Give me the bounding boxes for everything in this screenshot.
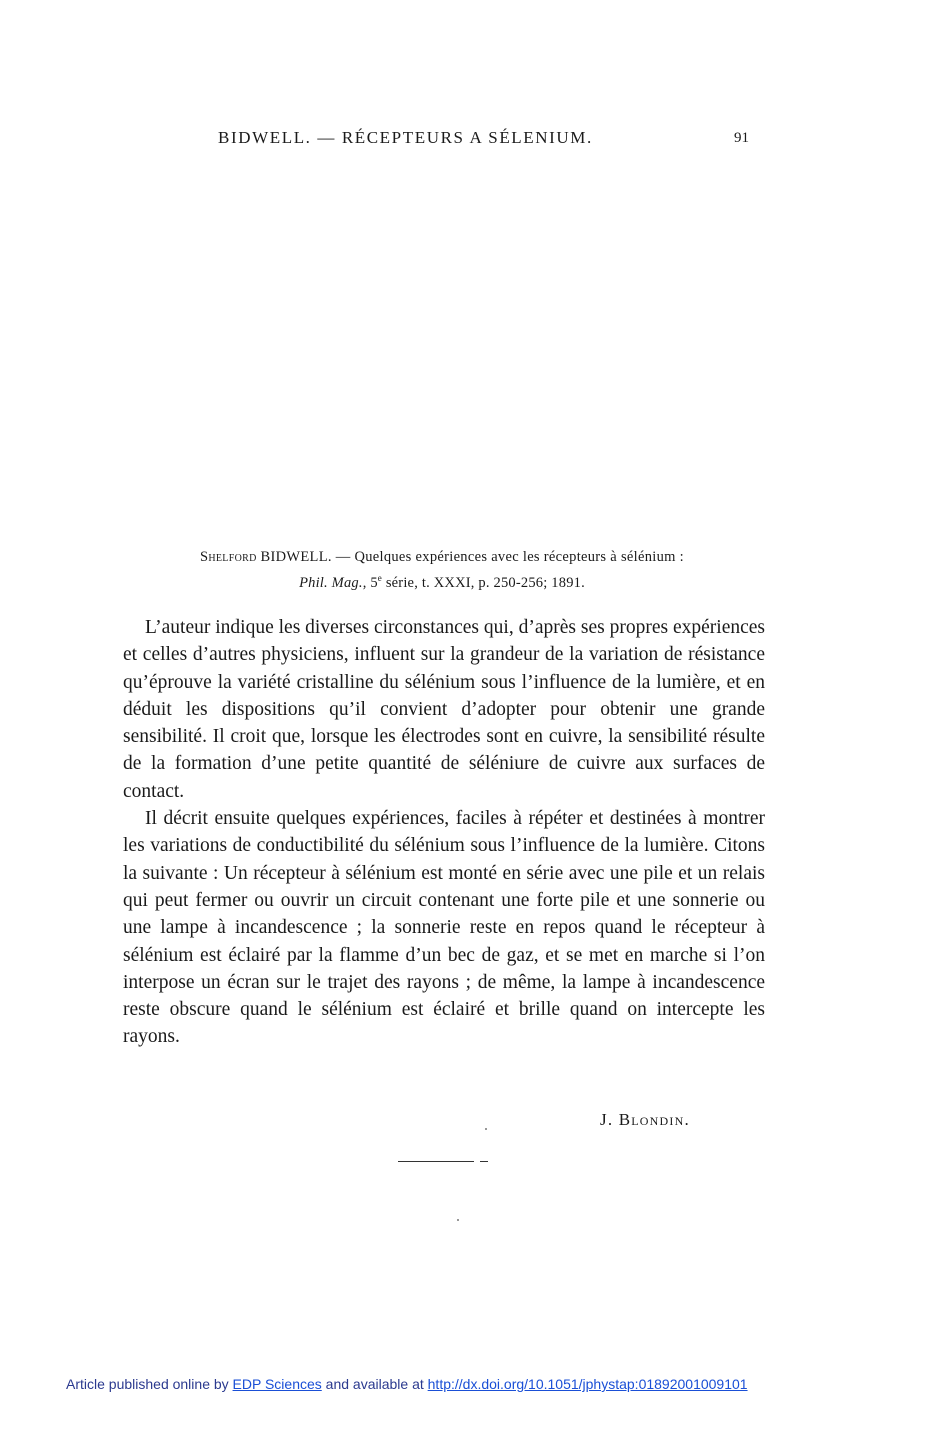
footer-prefix: Article published online by [66,1376,233,1392]
doi-link[interactable]: http://dx.doi.org/10.1051/jphystap:01892001009101 [427,1376,748,1392]
signature [600,1110,690,1130]
citation-line-2 [118,568,766,594]
journal-name: Phil. Mag. [299,574,363,591]
running-title: BIDWELL. — RÉCEPTEURS A SÉLENIUM. [218,128,593,147]
print-speck [485,1128,487,1130]
series-number: , 5 [362,574,378,591]
publication-footer [66,1376,748,1392]
article-title: — Quelques expériences avec les récepteurs à sélénium : [331,549,684,565]
paragraph-1: L’auteur indique les diverses circonstances qui, d’après ses propres expériences et celles d’autres physiciens, influent sur la grandeur de la variation de résistance qu’éprouve la variété cristalline du sélénium sous l’influence de la lumière, et en déduit les dispositions qu’il convient d’adopter pour obtenir une grande sensibilité. Il croit que, lorsque les électrodes sont en cuivre, la sensibilité résulte de la formation d’une petite quantité de séléniure de cuivre aux surfaces de contact. [123,617,765,802]
paragraph-2: Il décrit ensuite quelques expériences, faciles à répéter et destinées à montrer les variations de conductibilité du sélénium sous l’influence de la lumière. Citons la suivante : Un récepteur à sélénium est monté en série avec une pile et un relais qui peut fermer ou ouvrir un circuit contenant une forte pile et une sonnerie ou une lampe à incandescence ; la sonnerie reste en repos quand le récepteur à sélénium est éclairé par la flamme d’un bec de gaz, et se met en marche si l’on interpose un écran sur le trajet des rayons ; de même, la lampe à incandescence reste obscure quand le sélénium est éclairé et brille quand on intercepte les rayons. [123,808,765,1048]
signature-name: Blondin. [618,1110,690,1129]
series-superscript: e [377,573,382,583]
citation-line-1 [118,547,766,568]
citation-details: série, t. XXXI, p. 250-256; 1891. [382,574,585,591]
abstract-body [123,614,765,1051]
running-head [0,128,930,158]
author-surname: BIDWELL. [260,549,332,565]
section-divider [398,1161,474,1162]
print-speck [457,1219,459,1221]
signature-initial: J. [600,1110,614,1129]
section-divider-tail [480,1161,488,1162]
page-number: 91 [734,130,749,146]
citation [118,547,766,594]
author-first-name: Shelford [200,549,257,565]
publisher-link[interactable]: EDP Sciences [232,1376,322,1392]
footer-middle: and available at [321,1376,428,1392]
